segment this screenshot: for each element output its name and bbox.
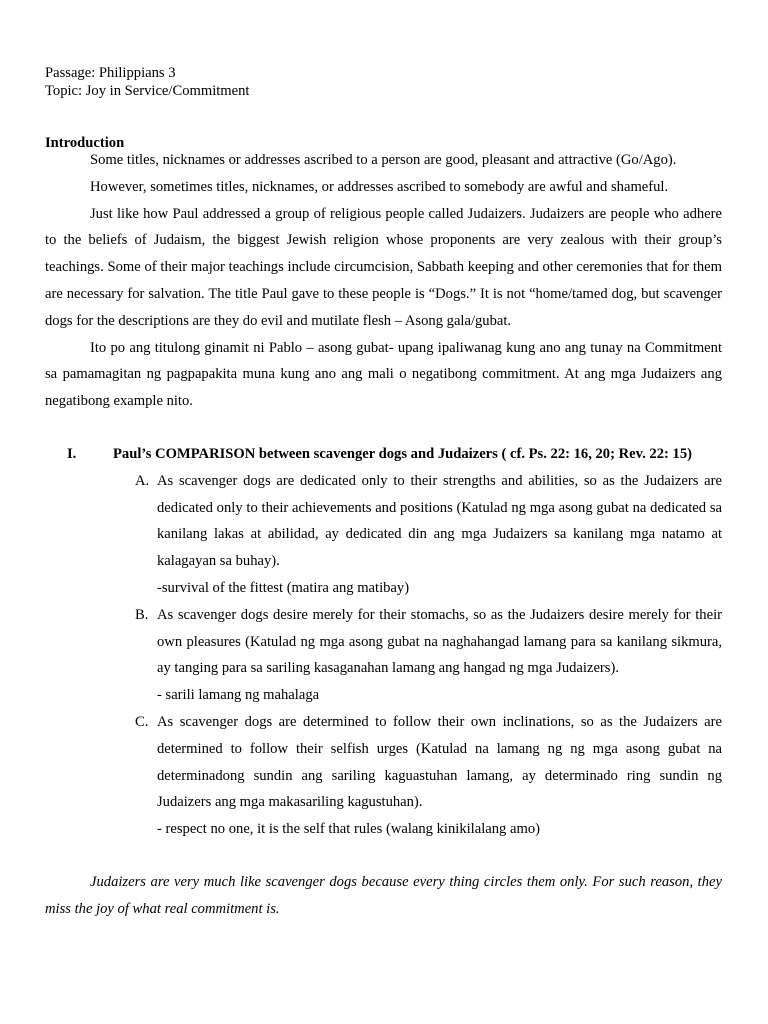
passage-line: Passage: Philippians 3	[45, 65, 176, 81]
list-item-label: C.	[135, 713, 149, 730]
list-item	[135, 602, 722, 682]
intro-paragraph: However, sometimes titles, nicknames, or addresses ascribed to somebody are awful and shameful.	[90, 178, 669, 195]
intro-paragraph: Just like how Paul addressed a group of religious people called Judaizers. Judaizers are people who adhere to the beliefs of Judaism, the biggest Jewish religion whose proponents are very zealous with their group’s teachings. Some of their major teachings include circumcision, Sabbath keeping and other ceremonies that for them are necessary for salvation. The title Paul gave to these people is “Dogs.” It is not “home/tamed dog, but scavenger dogs for the descriptions are they do evil and mutilate flesh – Asong gala/gubat.	[45, 205, 722, 329]
closing-paragraph: Judaizers are very much like scavenger dogs because every thing circles them only. For such reason, they miss the joy of what real commitment is.	[45, 873, 722, 917]
list-item-text: As scavenger dogs desire merely for their stomachs, so as the Judaizers desire merely for their own pleasures (Katulad ng mga asong gubat na naghahangad lamang para sa kanilang sikmura, ay tanging para sa sariling kasaganahan lamang ang hangad ng mga Judaizers).	[157, 606, 722, 677]
list-item-note: - respect no one, it is the self that rules (walang kinikilalang amo)	[157, 821, 540, 838]
section-heading	[45, 441, 722, 468]
list-item-label: B.	[135, 606, 149, 623]
list-item-label: A.	[135, 472, 150, 489]
list-item	[135, 468, 722, 575]
list-item	[135, 709, 722, 816]
list-item-text: As scavenger dogs are determined to follow their own inclinations, so as the Judaizers are determined to follow their selfish urges (Katulad na lamang ng ng mga asong gubat na determinadong sundin ang sariling kaguastuhan lamang, ay determinado ring sundin ng Judaizers ang mga makasariling kagustuhan).	[157, 713, 722, 811]
list-item-text: As scavenger dogs are dedicated only to their strengths and abilities, so as the Judaizers are dedicated only to their achievements and positions (Katulad ng mga asong gubat na dedicated sa kanilang lakas at abilidad, ay dedicated din ang mga Judaizers sa kanilang mga natamo at kalagayan sa buhay).	[157, 472, 722, 570]
document-page	[45, 64, 722, 937]
topic-line: Topic: Joy in Service/Commitment	[45, 83, 250, 99]
section-numeral: I.	[67, 445, 77, 462]
section-title: Paul’s COMPARISON between scavenger dogs and Judaizers ( cf. Ps. 22: 16, 20; Rev. 22: 15)	[113, 445, 692, 462]
intro-paragraph: Ito po ang titulong ginamit ni Pablo – asong gubat- upang ipaliwanag kung ano ang tunay na Commitment sa pamamagitan ng pagpapakita muna kung ano ang mali o negatibong commitment. At ang mga Judaizers ang negatibong example nito.	[45, 339, 722, 410]
list-item-note: -survival of the fittest (matira ang matibay)	[157, 579, 410, 596]
list-item-note: - sarili lamang ng mahalaga	[157, 687, 320, 704]
introduction-heading: Introduction	[45, 135, 125, 151]
intro-paragraph: Some titles, nicknames or addresses ascribed to a person are good, pleasant and attractive (Go/Ago).	[90, 152, 677, 168]
